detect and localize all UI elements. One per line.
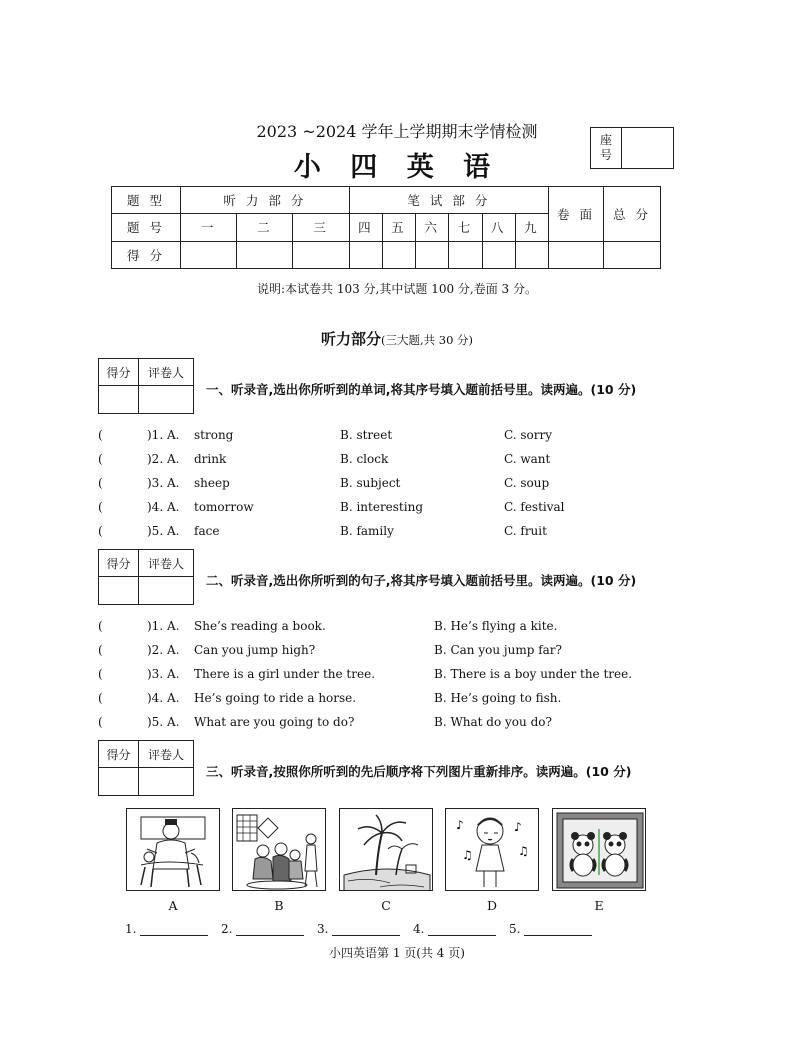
answer-bracket[interactable]: (: [98, 619, 103, 633]
seat-label: 座 号: [591, 128, 622, 168]
q1-item: ( )2. A. drink B. clock C. want: [98, 452, 551, 466]
score-table-type-label: 题 型: [112, 187, 181, 214]
q1-item: ( )3. A. sheep B. subject C. soup: [98, 476, 550, 490]
picture-label: C: [381, 898, 391, 913]
answer-bracket[interactable]: (: [98, 500, 103, 514]
score-table-q-number: 八: [482, 214, 515, 241]
score-cell[interactable]: [482, 241, 515, 268]
score-table-neatness-header: 卷 面: [549, 187, 604, 242]
svg-text:♫: ♫: [518, 844, 529, 858]
q2-item: ( )2. A. Can you jump high? B. Can you jump far?: [98, 643, 562, 657]
answer-bracket[interactable]: (: [98, 452, 103, 466]
picture-d-girl-singing: [445, 808, 539, 891]
grade-grader-field[interactable]: [139, 577, 193, 604]
answer-line[interactable]: [332, 923, 400, 936]
order-blank[interactable]: 3.: [317, 922, 400, 936]
picture-c-palm-island: [339, 808, 433, 891]
order-blank[interactable]: 1.: [125, 922, 208, 936]
score-table-total-header: 总 分: [604, 187, 661, 242]
picture-e-pandas-painting: [552, 808, 646, 891]
section-detail: (三大题,共 30 分): [380, 333, 474, 347]
grade-score-field[interactable]: [99, 386, 139, 413]
exam-subject: 小 四 英 语: [293, 152, 501, 183]
svg-text:♪: ♪: [456, 818, 464, 832]
order-blank[interactable]: 4.: [413, 922, 496, 936]
score-table-q-number: 七: [449, 214, 482, 241]
q1-item: ( )5. A. face B. family C. fruit: [98, 524, 547, 538]
answer-bracket[interactable]: (: [98, 476, 103, 490]
answer-bracket[interactable]: (: [98, 691, 103, 705]
score-table-listening-header: 听 力 部 分: [181, 187, 350, 214]
grade-score-field[interactable]: [99, 768, 139, 795]
answer-line[interactable]: [524, 923, 592, 936]
grade-grader-field[interactable]: [139, 768, 193, 795]
score-cell[interactable]: [604, 241, 661, 268]
picture-b-family-room: [232, 808, 326, 891]
order-blank[interactable]: 5.: [509, 922, 592, 936]
score-table-q-number: 九: [515, 214, 548, 241]
q2-item: ( )5. A. What are you going to do? B. What do you do?: [98, 715, 552, 729]
question-1-title: 一、听录音,选出你所听到的单词,将其序号填入题前括号里。读两遍。(10 分): [206, 382, 637, 397]
score-cell[interactable]: [449, 241, 482, 268]
question-2-title: 二、听录音,选出你所听到的句子,将其序号填入题前括号里。读两遍。(10 分): [206, 573, 637, 588]
answer-line[interactable]: [140, 923, 208, 936]
answer-line[interactable]: [428, 923, 496, 936]
picture-label: B: [274, 898, 284, 913]
score-cell[interactable]: [416, 241, 449, 268]
section-title: 听力部分(三大题,共 30 分): [320, 330, 474, 348]
score-cell[interactable]: [349, 241, 382, 268]
score-table-q-number: 五: [382, 214, 415, 241]
q2-item: ( )1. A. She’s reading a book. B. He’s flying a kite.: [98, 619, 558, 633]
q2-item: ( )3. A. There is a girl under the tree. B. There is a boy under the tree.: [98, 667, 633, 681]
page-footer: 小四英语第 1 页(共 4 页): [329, 946, 465, 960]
seat-number-box[interactable]: [590, 127, 674, 169]
score-table-q-number: 三: [293, 214, 349, 241]
answer-bracket[interactable]: (: [98, 643, 103, 657]
grade-box: 得分 评卷人: [98, 549, 194, 605]
question-3-title: 三、听录音,按照你所听到的先后顺序将下列图片重新排序。读两遍。(10 分): [206, 764, 632, 779]
answer-bracket[interactable]: (: [98, 428, 103, 442]
picture-label: D: [486, 898, 498, 913]
answer-bracket[interactable]: (: [98, 524, 103, 538]
answer-line[interactable]: [236, 923, 304, 936]
picture-label: A: [168, 898, 178, 913]
grade-grader-field[interactable]: [139, 386, 193, 413]
q1-item: ( )4. A. tomorrow B. interesting C. festival: [98, 500, 565, 514]
grade-box: 得分 评卷人: [98, 740, 194, 796]
score-cell[interactable]: [549, 241, 604, 268]
seat-number-field[interactable]: [622, 128, 673, 168]
score-cell[interactable]: [181, 241, 237, 268]
score-table-number-label: 题 号: [112, 214, 181, 241]
svg-text:♫: ♫: [462, 848, 473, 862]
exam-note: 说明:本试卷共 103 分,其中试题 100 分,卷面 3 分。: [256, 282, 537, 296]
grade-box: 得分 评卷人: [98, 358, 194, 414]
exam-title: 2023 ~2024 学年上学期期末学情检测: [256, 122, 538, 141]
answer-bracket[interactable]: (: [98, 715, 103, 729]
score-table: [111, 186, 661, 269]
score-cell[interactable]: [515, 241, 548, 268]
score-table-writing-header: 笔 试 部 分: [349, 187, 548, 214]
picture-label: E: [594, 898, 604, 913]
q1-item: ( )1. A. strong B. street C. sorry: [98, 428, 553, 442]
score-table-q-number: 一: [181, 214, 237, 241]
score-cell[interactable]: [237, 241, 293, 268]
q2-item: ( )4. A. He’s going to ride a horse. B. He’s going to fish.: [98, 691, 562, 705]
grade-score-field[interactable]: [99, 577, 139, 604]
answer-bracket[interactable]: (: [98, 667, 103, 681]
score-table-q-number: 六: [416, 214, 449, 241]
score-table-q-number: 四: [349, 214, 382, 241]
score-cell[interactable]: [293, 241, 349, 268]
score-cell[interactable]: [382, 241, 415, 268]
order-blank[interactable]: 2.: [221, 922, 304, 936]
picture-a-horse-riding: [126, 808, 220, 891]
score-table-q-number: 二: [237, 214, 293, 241]
score-table-score-label: 得 分: [112, 241, 181, 268]
svg-text:♪: ♪: [514, 820, 522, 834]
